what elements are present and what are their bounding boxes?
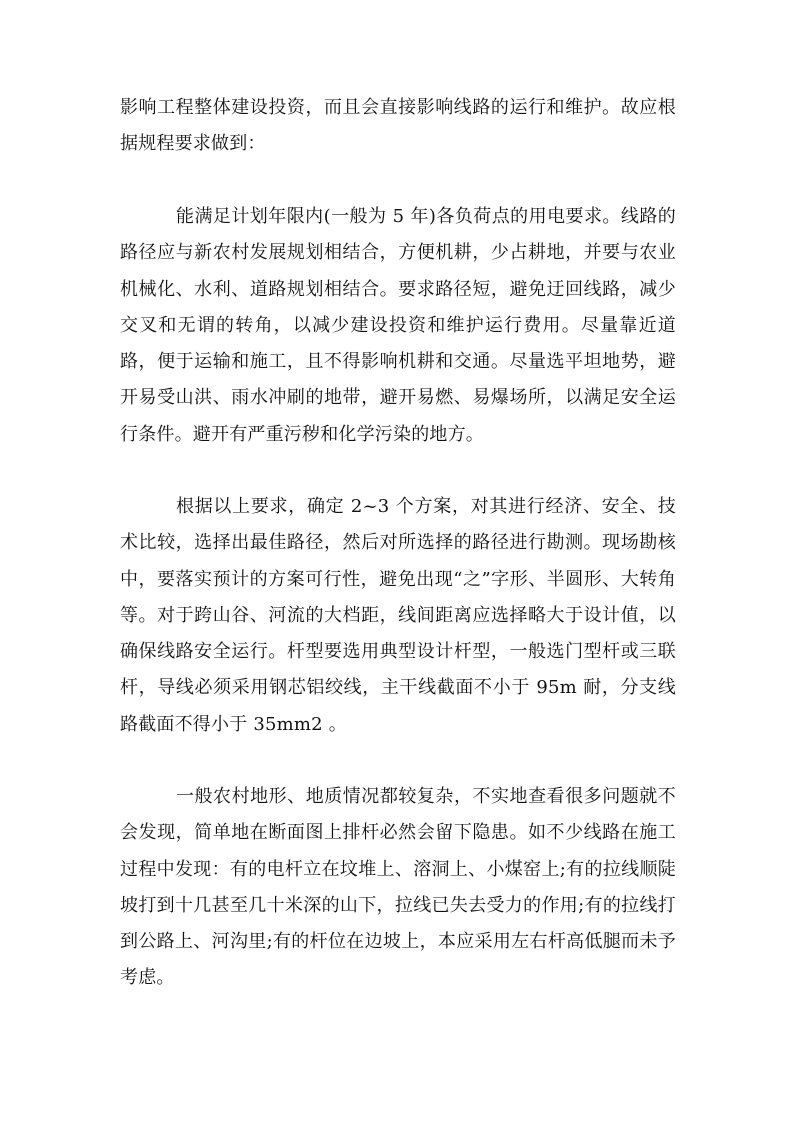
paragraph-text: 能满足计划年限内(一般为 5 年)各负荷点的用电要求。线路的路径应与新农村发展规划相结合，方便机耕，少占耕地，并要与农业机械化、水利、道路规划相结合。要求路径短，避免迂回线路，减少交叉和无谓的转角，以减少建设投资和维护运行费用。尽量靠近道路，便于运输和施工，且不得影响机耕和交通。尽量选平坦地势，避开易受山洪、雨水冲刷的地带，避开易燃、易爆场所，以满足安全运行条件。避开有严重污秽和化学污染的地方。 (120, 206, 676, 445)
paragraph-route-selection (120, 489, 676, 743)
paragraph-text: 根据以上要求，确定 2~3 个方案，对其进行经济、安全、技术比较，选择出最佳路径，然后对所选择的路径进行勘测。现场勘核中，要落实预计的方案可行性，避免出现“之”字形、半圆形、大转角等。对于跨山谷、河流的大档距，线间距离应选择略大于设计值，以确保线路安全运行。杆型要选用典型设计杆型，一般选门型杆或三联杆，导线必须采用钢芯铝绞线，主干线截面不小于 95m 耐，分支线路截面不得小于 35mm2 。 (120, 496, 676, 735)
paragraph-continuation (120, 90, 676, 163)
paragraph-text: 一般农村地形、地质情况都较复杂，不实地查看很多问题就不会发现，简单地在断面图上排杆必然会留下隐患。如不少线路在施工过程中发现：有的电杆立在坟堆上、溶洞上、小煤窑上;有的拉线顺陡坡打到十几甚至几十米深的山下，拉线已失去受力的作用;有的拉线打到公路上、河沟里;有的杆位在边坡上，本应采用左右杆高低腿而未予考虑。 (120, 786, 676, 989)
paragraph-text: 影响工程整体建设投资，而且会直接影响线路的运行和维护。故应根据规程要求做到： (120, 97, 676, 155)
paragraph-route-requirements (120, 199, 676, 453)
paragraph-site-survey (120, 779, 676, 997)
